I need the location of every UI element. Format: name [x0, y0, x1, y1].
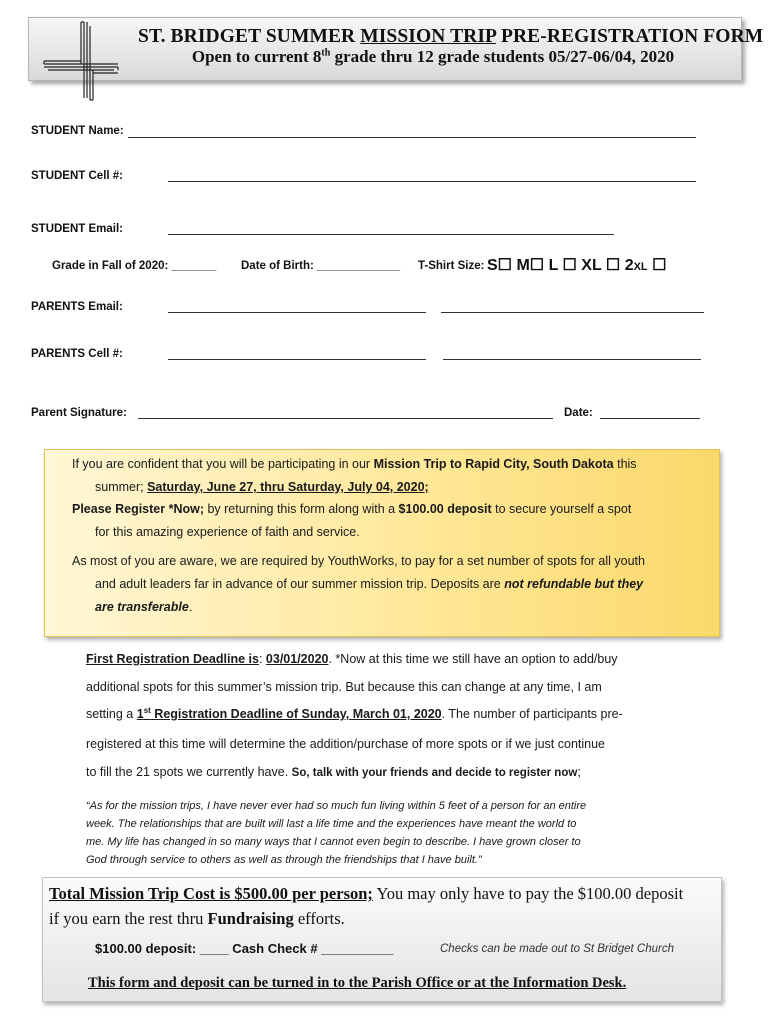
deadline-line-5: to fill the 21 spots we currently have. So, talk with your friends and decide to register now;	[86, 765, 581, 779]
cross-logo-icon	[40, 20, 120, 102]
checks-note: Checks can be made out to St Bridget Church	[440, 943, 674, 955]
quote-line-3: me. My life has changed in so many ways that I cannot even begin to describe. I have grown closer to	[86, 836, 581, 848]
tshirt-size-label: T-Shirt Size:	[418, 260, 485, 272]
callout-line-6: and adult leaders far in advance of our summer mission trip. Deposits are not refundable but they	[95, 577, 644, 591]
quote-line-2: week. The relationships that are built will last a life time and the experiences have meant the world to	[86, 818, 577, 830]
parents-cell-field-1[interactable]	[168, 359, 426, 360]
parent-signature-label: Parent Signature:	[31, 407, 127, 419]
dob-field[interactable]: Date of Birth: _____________	[241, 260, 401, 272]
parents-cell-label: PARENTS Cell #:	[31, 348, 123, 360]
quote-line-4: God through service to others as well as through the friendships that I have built.”	[86, 854, 482, 866]
date-field[interactable]	[600, 418, 700, 419]
callout-line-7: are transferable.	[95, 600, 193, 614]
cost-line-1: Total Mission Trip Cost is $500.00 per person; You may only have to pay the $100.00 deposit	[49, 884, 684, 903]
student-cell-field[interactable]	[168, 181, 696, 182]
form-title: ST. BRIDGET SUMMER MISSION TRIP PRE-REGISTRATION FORM	[138, 26, 764, 47]
student-cell-label: STUDENT Cell #:	[31, 170, 124, 182]
student-name-field[interactable]	[128, 137, 696, 138]
callout-line-5: As most of you are aware, we are required by YouthWorks, to pay for a set number of spots for all youth	[72, 554, 645, 568]
deposit-payment-line[interactable]: $100.00 deposit: ____ Cash Check # __________	[95, 941, 394, 956]
student-name-label: STUDENT Name:	[31, 125, 124, 137]
student-email-label: STUDENT Email:	[31, 223, 124, 235]
parent-signature-field[interactable]	[138, 418, 553, 419]
deadline-line-3: setting a 1st Registration Deadline of Sunday, March 01, 2020. The number of participants pre-	[86, 705, 623, 721]
parents-email-label: PARENTS Email:	[31, 301, 123, 313]
turn-in-instructions: This form and deposit can be turned in to the Parish Office or at the Information Desk.	[88, 975, 627, 991]
callout-line-1: If you are confident that you will be participating in our Mission Trip to Rapid City, South Dakota this	[72, 457, 637, 471]
grade-field[interactable]: Grade in Fall of 2020: _______	[52, 260, 217, 272]
callout-line-2: summer; Saturday, June 27, thru Saturday, July 04, 2020;	[95, 480, 429, 494]
cost-line-2: if you earn the rest thru Fundraising efforts.	[49, 909, 345, 928]
deadline-line-2: additional spots for this summer’s mission trip. But because this can change at any time, I am	[86, 680, 602, 694]
quote-line-1: “As for the mission trips, I have never ever had so much fun living within 5 feet of a person for an entire	[86, 800, 587, 812]
form-subtitle: Open to current 8th grade thru 12 grade students 05/27-06/04, 2020	[191, 47, 675, 66]
tshirt-size-options[interactable]: S☐ M☐ L ☐ XL ☐ 2XL ☐	[487, 257, 667, 274]
deadline-line-4: registered at this time will determine the addition/purchase of more spots or if we just continue	[86, 737, 606, 751]
callout-line-4: for this amazing experience of faith and service.	[95, 525, 360, 539]
deadline-line-1: First Registration Deadline is: 03/01/2020. *Now at this time we still have an option to add/buy	[86, 652, 618, 666]
student-email-field[interactable]	[168, 234, 614, 235]
parents-cell-field-2[interactable]	[443, 359, 701, 360]
parents-email-field-2[interactable]	[441, 312, 704, 313]
parents-email-field-1[interactable]	[168, 312, 426, 313]
callout-line-3: Please Register *Now; by returning this form along with a $100.00 deposit to secure yourself a spot	[72, 502, 632, 516]
date-label: Date:	[564, 407, 593, 419]
